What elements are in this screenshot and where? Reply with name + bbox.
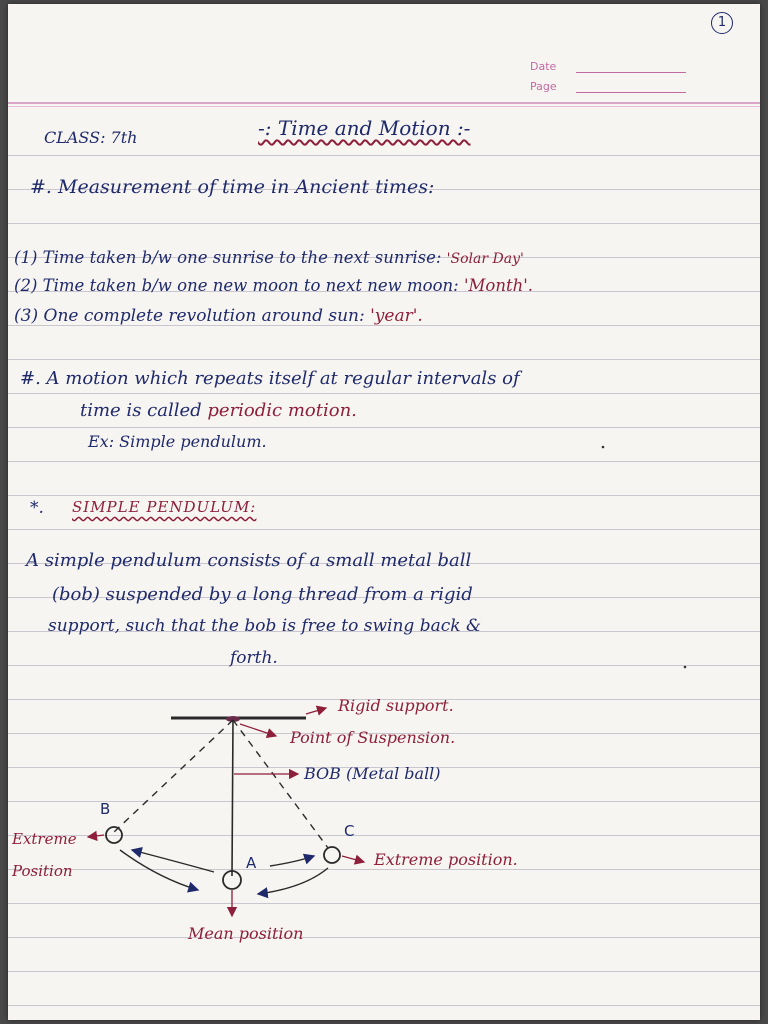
swing-arrow-a-to-b bbox=[132, 850, 214, 872]
example-text: Ex: Simple pendulum. bbox=[88, 432, 267, 451]
label-extreme-right: Extreme position. bbox=[374, 850, 518, 869]
section3-heading: SIMPLE PENDULUM: bbox=[72, 498, 257, 516]
section3-bullet: *. bbox=[30, 498, 44, 518]
swing-arrow-c-to-a bbox=[258, 868, 328, 894]
page-dot bbox=[684, 666, 687, 669]
label-bob: BOB (Metal ball) bbox=[304, 764, 441, 783]
section1-heading: #. Measurement of time in Ancient times: bbox=[30, 176, 435, 198]
swing-arrow-a-to-c bbox=[270, 856, 314, 866]
item-number: (1) bbox=[14, 248, 38, 267]
page-title: -: Time and Motion :- bbox=[258, 116, 471, 140]
date-label: Date bbox=[530, 60, 557, 73]
label-extreme-left-2: Position bbox=[12, 862, 73, 880]
thread-mean bbox=[232, 720, 233, 876]
bob-b bbox=[106, 827, 122, 843]
label-extreme-left-1: Extreme bbox=[12, 830, 77, 848]
arrow-point-of-suspension bbox=[240, 724, 276, 736]
page-dot bbox=[602, 446, 605, 449]
label-point-c: C bbox=[344, 822, 355, 840]
definition-line: (bob) suspended by a long thread from a rigid bbox=[52, 584, 473, 605]
thread-left-dashed bbox=[114, 720, 233, 832]
label-point-b: B bbox=[100, 800, 111, 818]
periodic-definition-line2: time is called periodic motion. bbox=[80, 400, 357, 421]
arrow-extreme-right bbox=[342, 856, 364, 862]
notebook-page bbox=[8, 4, 760, 1020]
definition-line: support, such that the bob is free to swing back & bbox=[48, 616, 482, 636]
label-rigid-support: Rigid support. bbox=[338, 696, 454, 715]
item-number: (2) bbox=[14, 276, 38, 295]
definition-line: A simple pendulum consists of a small metal ball bbox=[26, 550, 472, 571]
list-item: (3) One complete revolution around sun: 'year'. bbox=[14, 306, 423, 326]
swing-arrow-b-to-a bbox=[120, 850, 198, 890]
periodic-definition-line1: #. A motion which repeats itself at regular intervals of bbox=[20, 368, 520, 389]
page-label: Page bbox=[530, 80, 557, 93]
item-number: (3) bbox=[14, 306, 39, 326]
bob-c bbox=[324, 847, 340, 863]
label-mean-position: Mean position bbox=[188, 924, 304, 943]
arrow-extreme-left bbox=[88, 835, 104, 837]
label-point-a: A bbox=[246, 854, 257, 872]
definition-line: forth. bbox=[230, 648, 278, 668]
list-item: (2) Time taken b/w one new moon to next new moon: 'Month'. bbox=[14, 276, 533, 295]
page-number: 1 bbox=[711, 12, 733, 34]
label-point-of-suspension: Point of Suspension. bbox=[290, 728, 456, 747]
list-item: (1) Time taken b/w one sunrise to the next sunrise: 'Solar Day' bbox=[14, 248, 524, 267]
class-label: CLASS: 7th bbox=[44, 128, 138, 147]
arrow-rigid-support bbox=[306, 708, 326, 714]
